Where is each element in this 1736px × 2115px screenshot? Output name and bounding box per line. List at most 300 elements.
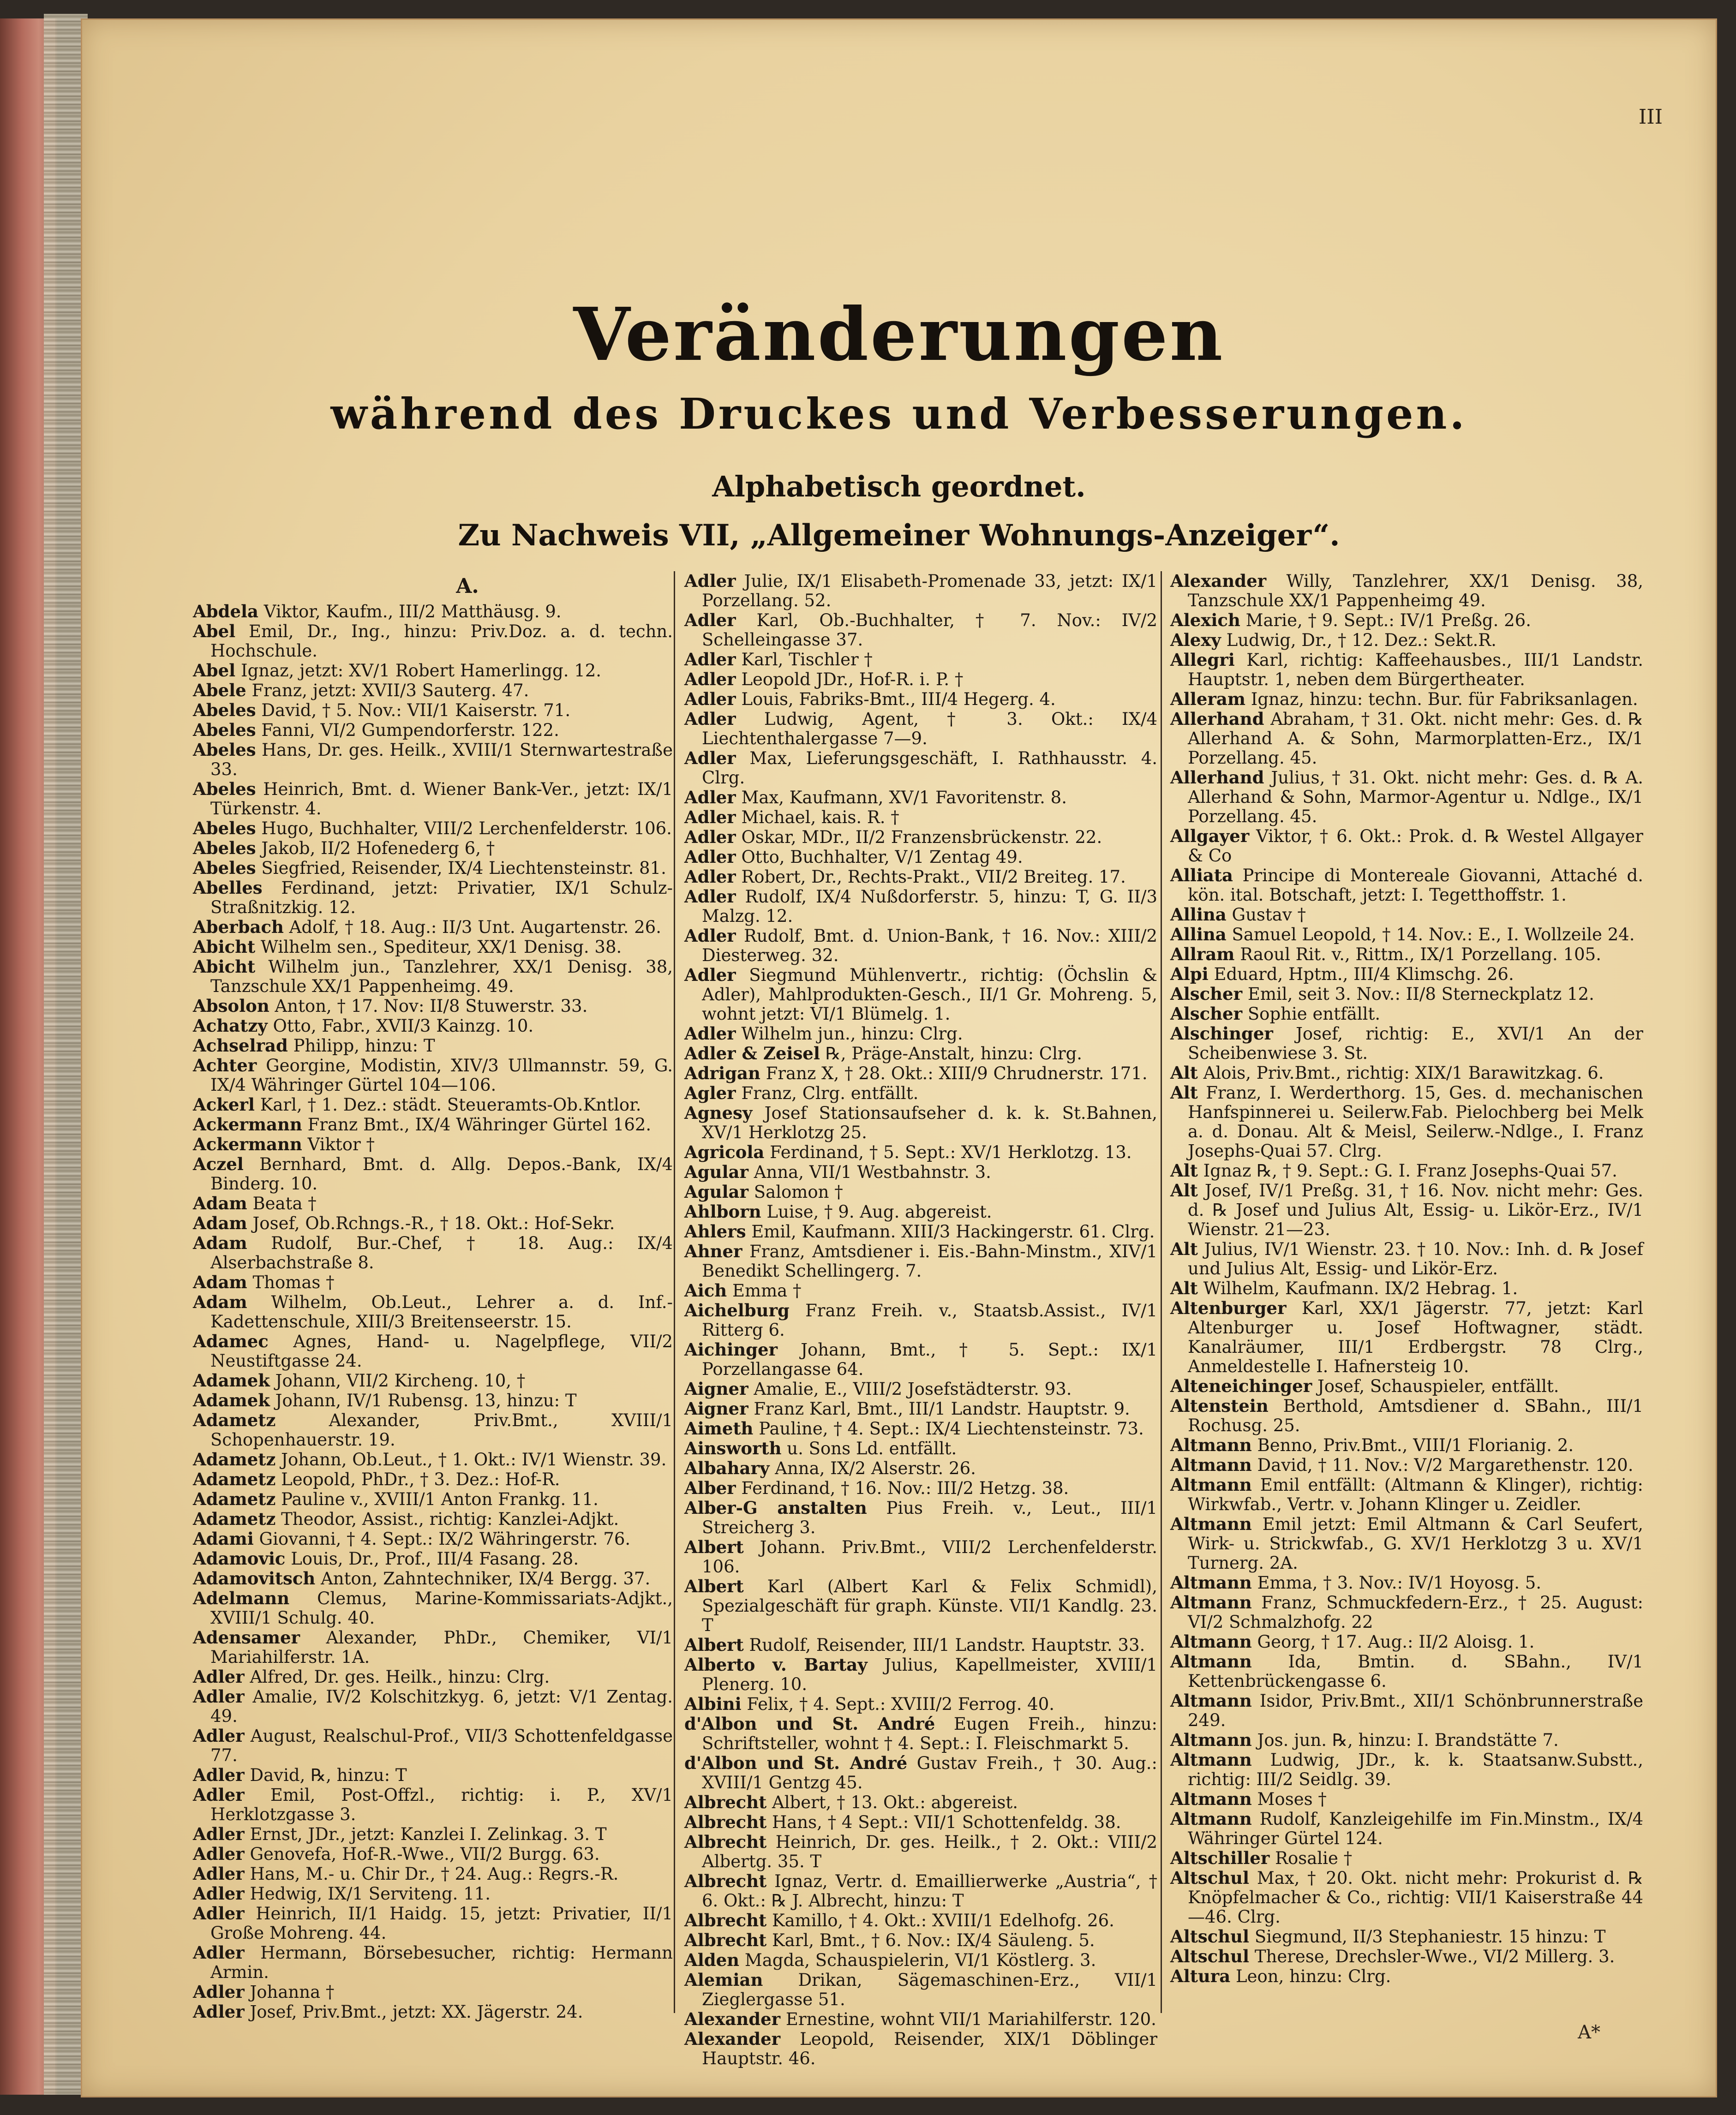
directory-entry (1170, 1947, 1643, 1966)
directory-entry (193, 1884, 673, 1904)
entry-details: Johanna † (250, 1982, 335, 2002)
entry-details: Ernestine, wohnt VII/1 Mariahilferstr. 120. (785, 2009, 1156, 2029)
entry-surname: Agricola (684, 1142, 765, 1162)
entry-details: Pauline, † 4. Sept.: IX/4 Liechtensteinstr. 73. (759, 1419, 1144, 1439)
directory-entry (684, 1103, 1157, 1142)
directory-entry (684, 1458, 1157, 1478)
directory-entry (1170, 1475, 1643, 1514)
entry-details: Julius, IV/1 Wienstr. 23. † 10. Nov.: Inh. d. ℞ Josef und Julius Alt, Essig- und Likör-Erz. (1188, 1239, 1643, 1279)
entry-details: Heinrich, Dr. ges. Heilk., † 2. Okt.: VIII/2 Albertg. 35. T (702, 1832, 1158, 1871)
directory-entry (1170, 1632, 1643, 1652)
directory-entry (684, 1301, 1157, 1340)
entry-details: Karl, Ob.-Buchhalter, † 7. Nov.: IV/2 Schelleingasse 37. (702, 610, 1158, 650)
entry-surname: Adler (684, 571, 736, 591)
directory-entry (193, 996, 673, 1016)
entry-surname: Adler (684, 866, 736, 887)
directory-entry (684, 847, 1157, 867)
directory-entry (684, 1577, 1157, 1635)
entry-details: Magda, Schauspielerin, VI/1 Köstlerg. 3. (744, 1950, 1096, 1970)
entry-details: Amalie, IV/2 Kolschitzkyg. 6, jetzt: V/1 Zentag. 49. (210, 1687, 673, 1726)
entry-details: u. Sons Ld. entfällt. (787, 1439, 957, 1458)
entry-surname: Albini (684, 1694, 742, 1714)
directory-entry (193, 779, 673, 819)
entry-details: Rudolf, IX/4 Nußdorferstr. 5, hinzu: T, G. II/3 Malzg. 12. (702, 887, 1157, 926)
entry-details: Emil jetzt: Emil Altmann & Carl Seufert, Wirk- u. Strickwfab., G. XV/1 Herklotzg 3 u. XV/1 Turnerg. 2A. (1188, 1514, 1644, 1573)
directory-entry (193, 1371, 673, 1391)
directory-entry (1170, 1435, 1643, 1455)
directory-entry (1170, 1279, 1643, 1298)
directory-entry (1170, 1239, 1643, 1279)
entry-details: Josef, IV/1 Preßg. 31, † 16. Nov. nicht mehr: Ges. d. ℞ Josef und Julius Alt, Essig- u. Likör-Erz., IV/1 Wienstr. 21—23. (1188, 1181, 1643, 1239)
directory-entry (684, 1063, 1157, 1083)
entry-details: Heinrich, II/1 Haidg. 15, jetzt: Privatier, II/1 Große Mohreng. 44. (210, 1904, 673, 1943)
entry-details: Hedwig, IX/1 Serviteng. 11. (250, 1884, 491, 1904)
entry-surname: Aczel (193, 1154, 244, 1174)
directory-entry (1170, 1024, 1643, 1063)
entry-details: Franz, Amtsdiener i. Eis.-Bahn-Minstm., XIV/1 Benedikt Schellingerg. 7. (702, 1242, 1157, 1281)
entry-surname: Altmann (1170, 1572, 1252, 1593)
entry-surname: Allerhand (1170, 767, 1264, 788)
entry-surname: Adamovic (193, 1548, 286, 1569)
column-divider (1161, 571, 1162, 2013)
entry-surname: Abdela (193, 601, 259, 621)
directory-entry (684, 1083, 1157, 1103)
directory-entry (1170, 1730, 1643, 1750)
directory-entry (684, 1655, 1157, 1694)
entry-surname: Altura (1170, 1966, 1231, 1986)
entry-details: Wilhelm, Kaufmann. IX/2 Hebrag. 1. (1203, 1279, 1518, 1298)
directory-entry (684, 1930, 1157, 1950)
directory-entry (193, 1628, 673, 1667)
directory-entry (1170, 1652, 1643, 1691)
directory-entry (684, 1024, 1157, 1044)
directory-entry (193, 2002, 673, 2022)
entry-details: Georgine, Modistin, XIV/3 Ullmannstr. 59, G. IX/4 Währinger Gürtel 104—106. (210, 1056, 673, 1095)
directory-entry (193, 1943, 673, 1982)
directory-entry (684, 1142, 1157, 1162)
directory-entry (193, 1549, 673, 1569)
entry-surname: Adametz (193, 1469, 276, 1489)
entry-details: David, ℞, hinzu: T (250, 1765, 407, 1785)
entry-surname: Adler (193, 1686, 245, 1707)
directory-entry (1170, 571, 1643, 610)
directory-entry (684, 689, 1157, 709)
entry-details: Ignaz, Vertr. d. Emaillierwerke „Austria“, † 6. Okt.: ℞ J. Albrecht, hinzu: T (702, 1871, 1157, 1911)
entry-details: Moses † (1257, 1789, 1327, 1809)
entry-details: Rudolf, Kanzleigehilfe im Fin.Minstm., IX/4 Währinger Gürtel 124. (1188, 1809, 1643, 1848)
entry-details: Albert, † 13. Okt.: abgereist. (772, 1792, 1018, 1812)
entry-surname: Altschul (1170, 1926, 1250, 1947)
entry-surname: Agnesy (684, 1103, 753, 1123)
directory-entry (1170, 1927, 1643, 1947)
entry-details: Franz Karl, Bmt., III/1 Landstr. Hauptstr. 9. (754, 1399, 1130, 1419)
entry-surname: Adametz (193, 1410, 276, 1430)
entry-surname: Adler (193, 1982, 245, 2002)
entry-details: Willy, Tanzlehrer, XX/1 Denisg. 38, Tanzschule XX/1 Pappenheimg 49. (1188, 571, 1643, 610)
directory-entry (193, 1726, 673, 1765)
entry-details: Gustav † (1232, 905, 1306, 925)
directory-entry (193, 740, 673, 779)
entry-details: Hans, M.- u. Chir Dr., † 24. Aug.: Regrs.-R. (250, 1864, 619, 1884)
entry-surname: Abeles (193, 700, 256, 720)
entry-details: Therese, Drechsler-Wwe., VI/2 Millerg. 3. (1254, 1947, 1615, 1966)
directory-entry (684, 788, 1157, 807)
entry-surname: Albrecht (684, 1832, 767, 1852)
entry-details: Pauline v., XVIII/1 Anton Frankg. 11. (281, 1489, 599, 1509)
directory-entry (684, 1222, 1157, 1242)
directory-entry (193, 878, 673, 917)
section-letter: A. (456, 574, 479, 598)
entry-surname: Adamec (193, 1331, 269, 1351)
entry-surname: Alber (684, 1478, 736, 1498)
entry-surname: Adler (684, 709, 736, 729)
directory-entry (1170, 1573, 1643, 1593)
entry-details: Hermann, Börsebesucher, richtig: Hermann Armin. (210, 1943, 673, 1982)
entry-details: Kamillo, † 4. Okt.: XVIII/1 Edelhofg. 26. (772, 1911, 1114, 1930)
entry-details: Fanni, VI/2 Gumpendorferstr. 122. (261, 720, 559, 740)
entry-surname: Albrecht (684, 1910, 767, 1930)
entry-surname: Adamek (193, 1390, 270, 1410)
entry-surname: Aberbach (193, 917, 284, 937)
entry-surname: Adler (684, 847, 736, 867)
directory-entry (1170, 866, 1643, 905)
entry-surname: Adler (193, 2001, 245, 2022)
directory-entry (193, 1470, 673, 1489)
directory-entry (1170, 1789, 1643, 1809)
entry-details: Johann, IV/1 Rubensg. 13, hinzu: T (275, 1391, 577, 1410)
entry-details: Viktor, Kaufm., III/2 Matthäusg. 9. (263, 602, 562, 621)
directory-entry (193, 1410, 673, 1450)
directory-entry (684, 1694, 1157, 1714)
directory-entry (1170, 1181, 1643, 1239)
entry-surname: Abeles (193, 858, 256, 878)
directory-entry (1170, 1966, 1643, 1986)
entry-details: Eugen Freih., hinzu: Schriftsteller, wohnt † 4. Sept.: I. Fleischmarkt 5. (702, 1714, 1158, 1753)
entry-surname: Altmann (1170, 1809, 1252, 1829)
entry-surname: Adler (193, 1864, 245, 1884)
entry-details: Josef, richtig: E., XVI/1 An der Scheibenwiese 3. St. (1188, 1024, 1643, 1063)
entry-details: Alexander, Priv.Bmt., XVIII/1 Schopenhauerstr. 19. (210, 1410, 673, 1450)
directory-entry (684, 748, 1157, 788)
entry-surname: Aigner (684, 1379, 748, 1399)
entry-surname: Aimeth (684, 1418, 754, 1439)
entry-surname: Albrecht (684, 1792, 767, 1812)
entry-surname: Albrecht (684, 1871, 767, 1891)
entry-surname: Abicht (193, 937, 256, 957)
directory-entry (193, 1036, 673, 1056)
entry-surname: Ackermann (193, 1134, 302, 1154)
entry-surname: Alscher (1170, 1004, 1243, 1024)
entry-details: Ferdinand, jetzt: Privatier, IX/1 Schulz-Straßnitzkig. 12. (210, 878, 673, 917)
directory-entry (684, 2029, 1157, 2068)
entry-surname: Allina (1170, 924, 1227, 944)
directory-entry (684, 1950, 1157, 1970)
directory-entry (1170, 1514, 1643, 1573)
entry-surname: Adametz (193, 1489, 276, 1509)
directory-entry (193, 661, 673, 681)
entry-details: Thomas † (252, 1273, 335, 1292)
entry-surname: Adler & Zeisel (684, 1043, 820, 1063)
entry-surname: Albahary (684, 1458, 770, 1478)
directory-entry (193, 1687, 673, 1726)
entry-details: Karl, † 1. Dez.: städt. Steueramts-Ob.Kntlor. (260, 1095, 641, 1115)
entry-details: Franz, I. Werderthorg. 15, Ges. d. mechanischen Hanfspinnerei u. Seilerw.Fab. Pielochberg bei Melk a. d. Donau. Alt & Meisl, Seilerw.-Ndlge., I. Franz Josephs-Quai 57. Clrg. (1188, 1083, 1643, 1161)
entry-details: Abraham, † 31. Okt. nicht mehr: Ges. d. ℞ Allerhand A. & Sohn, Marmorplatten-Erz., IX/1 Porzellang. 45. (1188, 709, 1643, 768)
entry-details: Julius, † 31. Okt. nicht mehr: Ges. d. ℞ A. Allerhand & Sohn, Marmor-Agentur u. Ndlge., IX/1 Porzellang. 45. (1188, 768, 1643, 826)
entry-details: ℞, Präge-Anstalt, hinzu: Clrg. (825, 1044, 1083, 1063)
entry-surname: Adami (193, 1529, 254, 1549)
entry-details: Isidor, Priv.Bmt., XII/1 Schönbrunnerstraße 249. (1188, 1691, 1643, 1730)
entry-details: Franz, Clrg. entfällt. (741, 1083, 919, 1103)
directory-entry (193, 1135, 673, 1154)
entry-details: Ludwig, Agent, † 3. Okt.: IX/4 Liechtenthalergasse 7—9. (702, 709, 1158, 748)
entry-details: Leopold, PhDr., † 3. Dez.: Hof-R. (281, 1470, 560, 1489)
directory-columns (193, 571, 1734, 2068)
entry-details: Louis, Fabriks-Bmt., III/4 Hegerg. 4. (741, 689, 1056, 709)
entry-surname: Alt (1170, 1180, 1198, 1201)
entry-surname: Altmann (1170, 1592, 1252, 1613)
entry-details: Ludwig, Dr., † 12. Dez.: Sekt.R. (1226, 630, 1497, 650)
directory-entry (684, 1281, 1157, 1301)
directory-entry (193, 1824, 673, 1844)
entry-surname: Alscher (1170, 984, 1243, 1004)
entry-surname: Aigner (684, 1398, 748, 1419)
entry-details: Franz Bmt., IX/4 Währinger Gürtel 162. (307, 1115, 652, 1135)
entry-details: Ernst, JDr., jetzt: Kanzlei I. Zelinkag. 3. T (250, 1824, 607, 1844)
entry-details: August, Realschul-Prof., VII/3 Schottenfeldgasse 77. (210, 1726, 673, 1765)
directory-entry (193, 1589, 673, 1628)
entry-surname: Abeles (193, 740, 256, 760)
entry-details: Pius Freih. v., Leut., III/1 Streicherg 3. (702, 1498, 1157, 1537)
directory-entry (684, 1832, 1157, 1871)
entry-surname: Alteneichinger (1170, 1376, 1312, 1396)
directory-entry (193, 1509, 673, 1529)
entry-surname: Albrecht (684, 1812, 767, 1832)
directory-entry (1170, 1376, 1643, 1396)
directory-entry (193, 1213, 673, 1233)
entry-surname: Adler (193, 1785, 245, 1805)
entry-details: Oskar, MDr., II/2 Franzensbrückenstr. 22. (741, 827, 1102, 847)
directory-entry (1170, 1868, 1643, 1927)
directory-entry (193, 957, 673, 996)
entry-details: Hans, Dr. ges. Heilk., XVIII/1 Sternwartestraße 33. (210, 740, 673, 779)
directory-entry (1170, 1593, 1643, 1632)
entry-surname: Alexander (684, 2029, 781, 2049)
entry-details: Philipp, hinzu: T (293, 1036, 435, 1056)
directory-entry (684, 1498, 1157, 1537)
entry-details: Max, Kaufmann, XV/1 Favoritenstr. 8. (741, 788, 1067, 807)
entry-surname: Alt (1170, 1239, 1198, 1259)
directory-entry (193, 1292, 673, 1332)
entry-details: Otto, Buchhalter, V/1 Zentag 49. (741, 847, 1023, 867)
directory-entry (684, 867, 1157, 887)
entry-surname: Adler (684, 669, 736, 689)
entry-surname: Achter (193, 1055, 257, 1075)
directory-entry (193, 1095, 673, 1115)
entry-surname: Allgayer (1170, 826, 1250, 846)
directory-entry (684, 1162, 1157, 1182)
entry-surname: Alemian (684, 1970, 763, 1990)
directory-entry (684, 1635, 1157, 1655)
entry-surname: Abeles (193, 779, 256, 799)
entry-surname: Aichinger (684, 1339, 778, 1360)
directory-entry (684, 1399, 1157, 1419)
directory-entry (193, 700, 673, 720)
entry-surname: Allina (1170, 904, 1227, 925)
entry-details: Ignaz, jetzt: XV/1 Robert Hamerlingg. 12. (240, 661, 602, 681)
entry-details: Emil, Dr., Ing., hinzu: Priv.Doz. a. d. techn. Hochschule. (210, 621, 673, 661)
directory-entry (193, 1489, 673, 1509)
entry-surname: Absolon (193, 996, 269, 1016)
entry-details: Rudolf, Reisender, III/1 Landstr. Hauptstr. 33. (749, 1635, 1145, 1655)
entry-details: Emma, † 3. Nov.: IV/1 Hoyosg. 5. (1257, 1573, 1542, 1593)
directory-entry (193, 858, 673, 878)
directory-entry (684, 1970, 1157, 2009)
entry-surname: Adam (193, 1233, 247, 1253)
entry-details: Luise, † 9. Aug. abgereist. (766, 1202, 992, 1222)
entry-details: Alois, Priv.Bmt., richtig: XIX/1 Barawitzkag. 6. (1203, 1063, 1604, 1083)
directory-entry (193, 1529, 673, 1549)
entry-details: Josef Stationsaufseher d. k. k. St.Bahnen, XV/1 Herklotzg 25. (702, 1103, 1157, 1142)
entry-details: Sophie entfällt. (1247, 1004, 1381, 1024)
entry-details: Theodor, Assist., richtig: Kanzlei-Adjkt. (281, 1509, 619, 1529)
directory-entry (193, 1450, 673, 1470)
entry-surname: Adametz (193, 1449, 276, 1470)
entry-surname: Alpi (1170, 964, 1209, 984)
entry-surname: Abeles (193, 720, 256, 740)
entry-details: Michael, kais. R. † (741, 807, 899, 827)
entry-surname: Agler (684, 1083, 736, 1103)
entry-surname: Altmann (1170, 1691, 1252, 1711)
entry-details: Rosalie † (1275, 1848, 1353, 1868)
directory-entry (193, 1569, 673, 1589)
column-divider (674, 571, 675, 2013)
directory-entry (1170, 768, 1643, 826)
entry-details: Anton, Zahntechniker, IX/4 Bergg. 37. (321, 1569, 651, 1589)
directory-entry (684, 1439, 1157, 1458)
entry-details: Karl, Bmt., † 6. Nov.: IX/4 Säuleng. 5. (772, 1930, 1095, 1950)
entry-surname: Altmann (1170, 1730, 1252, 1750)
directory-entry (193, 1864, 673, 1884)
entry-surname: Allram (1170, 944, 1235, 964)
entry-details: Josef, Schauspieler, entfällt. (1317, 1376, 1559, 1396)
directory-entry (1170, 1455, 1643, 1475)
entry-details: Clemus, Marine-Kommissariats-Adjkt., XVIII/1 Schulg. 40. (210, 1589, 673, 1628)
entry-details: Franz, jetzt: XVII/3 Sauterg. 47. (251, 681, 529, 700)
directory-entry (193, 1056, 673, 1095)
directory-entry (1170, 689, 1643, 709)
entry-surname: Abeles (193, 818, 256, 838)
entry-details: Giovanni, † 4. Sept.: IX/2 Währingerstr. 76. (259, 1529, 631, 1549)
book-page (81, 18, 1717, 2097)
entry-details: Karl (Albert Karl & Felix Schmidl), Spezialgeschäft für graph. Künste. VII/1 Kandlg. 23. T (702, 1577, 1158, 1635)
entry-surname: Albert (684, 1537, 744, 1557)
directory-entry (684, 1812, 1157, 1832)
entry-details: Wilhelm sen., Spediteur, XX/1 Denisg. 38. (260, 937, 622, 957)
directory-entry (1170, 650, 1643, 689)
entry-details: Johann, Bmt., † 5. Sept.: IX/1 Porzellangasse 64. (702, 1340, 1157, 1379)
entry-details: Josef, Ob.Rchngs.-R., † 18. Okt.: Hof-Sekr. (252, 1213, 615, 1233)
entry-surname: Adler (193, 1667, 245, 1687)
entry-surname: Adam (193, 1292, 247, 1312)
directory-entry (1170, 1809, 1643, 1848)
directory-entry (1170, 1750, 1643, 1789)
entry-surname: Abelles (193, 878, 263, 898)
entry-surname: Albert (684, 1576, 744, 1596)
entry-details: Johann, Ob.Leut., † 1. Okt.: IV/1 Wienstr. 39. (281, 1450, 667, 1470)
entry-details: Wilhelm, Ob.Leut., Lehrer a. d. Inf.-Kadettenschule, XIII/3 Breitenseerstr. 15. (210, 1292, 673, 1332)
entry-surname: Adametz (193, 1509, 276, 1529)
entry-surname: Alt (1170, 1278, 1198, 1298)
directory-entry (193, 937, 673, 957)
entry-surname: Altmann (1170, 1514, 1252, 1534)
entry-details: Raoul Rit. v., Rittm., IX/1 Porzellang. 105. (1240, 944, 1601, 964)
entry-surname: d'Albon und St. André (684, 1753, 908, 1773)
page-subtitle: während des Druckes und Verbesserungen. (330, 389, 1467, 439)
entry-surname: Alleram (1170, 689, 1245, 709)
entry-surname: Adler (684, 787, 736, 807)
directory-entry (1170, 905, 1643, 925)
page-number: III (1638, 105, 1663, 129)
entry-details: Julius, Kapellmeister, XVIII/1 Plenerg. 10. (702, 1655, 1158, 1694)
entry-surname: Adler (684, 689, 736, 709)
entry-surname: Altschiller (1170, 1848, 1270, 1868)
entry-surname: Albrecht (684, 1930, 767, 1950)
page-subtitle-reference: Zu Nachweis VII, „Allgemeiner Wohnungs-Anzeiger“. (458, 518, 1340, 553)
entry-details: Salomon † (754, 1182, 843, 1202)
entry-details: Josef, Priv.Bmt., jetzt: XX. Jägerstr. 24. (250, 2002, 583, 2022)
entry-surname: Altenburger (1170, 1298, 1287, 1318)
directory-entry (1170, 1063, 1643, 1083)
entry-surname: Alber-G anstalten (684, 1498, 867, 1518)
directory-entry (1170, 826, 1643, 866)
entry-details: Siegmund Mühlenvertr., richtig: (Öchslin & Adler), Mahlprodukten-Gesch., II/1 Gr. Mohreng. 5, wohnt jetzt: VI/1 Blümelg. 1. (702, 965, 1157, 1024)
directory-entry (684, 887, 1157, 926)
entry-surname: Adler (684, 926, 736, 946)
entry-surname: Agular (684, 1162, 749, 1182)
entry-surname: Adam (193, 1272, 247, 1292)
entry-details: Robert, Dr., Rechts-Prakt., VII/2 Breiteg. 17. (741, 867, 1126, 887)
entry-surname: Alden (684, 1950, 740, 1970)
entry-surname: Ahner (684, 1241, 742, 1261)
entry-details: Siegfried, Reisender, IX/4 Liechtensteinstr. 81. (261, 858, 666, 878)
directory-entry (1170, 944, 1643, 964)
entry-details: Anna, IX/2 Alserstr. 26. (775, 1458, 976, 1478)
directory-entry (193, 681, 673, 700)
directory-entry (193, 1332, 673, 1371)
entry-surname: Alschinger (1170, 1023, 1273, 1044)
directory-entry (684, 807, 1157, 827)
entry-surname: Adensamer (193, 1627, 300, 1648)
directory-entry (684, 1340, 1157, 1379)
entry-details: Max, † 20. Okt. nicht mehr: Prokurist d. ℞ Knöpfelmacher & Co., richtig: VII/1 Kaiserstraße 44—46. Clrg. (1188, 1868, 1643, 1927)
directory-entry (1170, 630, 1643, 650)
entry-details: Amalie, E., VIII/2 Josefstädterstr. 93. (754, 1379, 1072, 1399)
entry-details: Alexander, PhDr., Chemiker, VI/1 Mariahilferstr. 1A. (210, 1628, 673, 1667)
entry-details: Hugo, Buchhalter, VIII/2 Lerchenfelderstr. 106. (261, 819, 672, 838)
entry-details: Karl, XX/1 Jägerstr. 77, jetzt: Karl Altenburger u. Josef Hoftwagner, städt. Kanalräumer, III/1 Erdbergstr. 78 Clrg., Anmeldestelle I. Hafnersteig 10. (1188, 1298, 1643, 1376)
entry-details: Jakob, II/2 Hofenederg 6, † (261, 838, 495, 858)
directory-entry (684, 1871, 1157, 1911)
directory-entry (1170, 925, 1643, 944)
entry-surname: Adler (684, 886, 736, 907)
directory-entry (684, 1419, 1157, 1439)
entry-details: Viktor, † 6. Okt.: Prok. d. ℞ Westel Allgayer & Co (1188, 826, 1643, 866)
entry-surname: Alliata (1170, 865, 1233, 885)
entry-details: Emma † (732, 1281, 802, 1301)
directory-entry (193, 917, 673, 937)
directory-entry (684, 1911, 1157, 1930)
